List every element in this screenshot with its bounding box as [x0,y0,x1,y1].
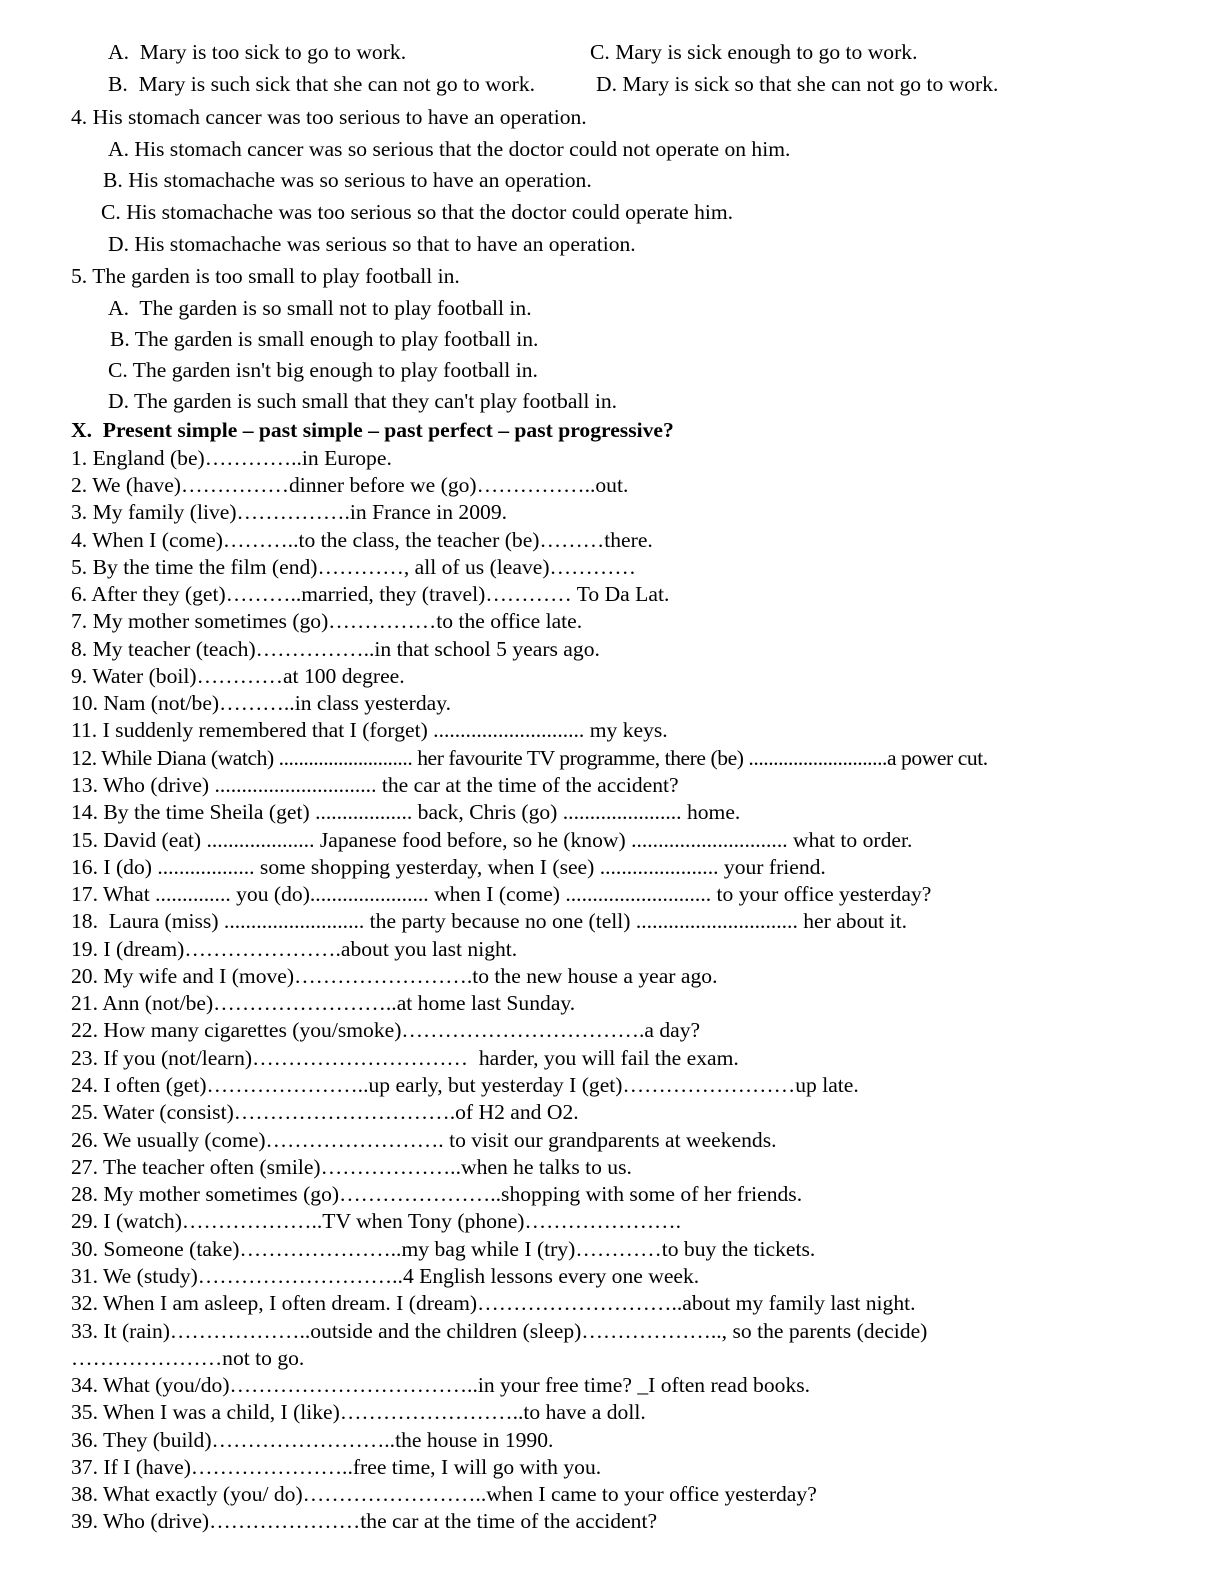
exercise-item: 21. Ann (not/be)……………………..at home last Sunday. [71,991,576,1015]
exercise-item: 39. Who (drive)…………………the car at the time of the accident? [71,1509,658,1533]
exercise-item: 19. I (dream)………………….about you last night. [71,937,518,961]
exercise-item: 6. After they (get)………..married, they (travel)………… To Da Lat. [71,582,670,606]
exercise-item: 33. It (rain)………………..outside and the children (sleep)……………….., so the parents (decide) [71,1319,928,1343]
question-5-option-a: A. The garden is so small not to play football in. [108,296,532,320]
exercise-item: 11. I suddenly remembered that I (forget) ............................ my keys. [71,718,668,742]
exercise-item: 37. If I (have)…………………..free time, I will go with you. [71,1455,602,1479]
question-4-option-c: C. His stomachache was too serious so that the doctor could operate him. [101,200,734,224]
exercise-item: 2. We (have)……………dinner before we (go)……………..out. [71,473,629,497]
exercise-item: 4. When I (come)………..to the class, the teacher (be)………there. [71,528,653,552]
exercise-item: 10. Nam (not/be)………..in class yesterday. [71,691,451,715]
exercise-item: 3. My family (live)…………….in France in 2009. [71,500,508,524]
exercise-item: 34. What (you/do)……………………………..in your free time? _I often read books. [71,1373,811,1397]
question-4-option-a: A. His stomach cancer was so serious that the doctor could not operate on him. [108,137,791,161]
exercise-item: 32. When I am asleep, I often dream. I (dream)………………………..about my family last night. [71,1291,916,1315]
exercise-item: 18. Laura (miss) .......................... the party because no one (tell) .............................. her about it. [71,909,907,933]
exercise-item: 7. My mother sometimes (go)……………to the office late. [71,609,583,633]
question-5-option-c: C. The garden isn't big enough to play football in. [108,358,538,382]
question-4-option-d: D. His stomachache was serious so that to have an operation. [108,232,636,256]
exercise-item: 29. I (watch)………………..TV when Tony (phone)…………………. [71,1209,682,1233]
exercise-item: 30. Someone (take)…………………..my bag while I (try)…………to buy the tickets. [71,1237,816,1261]
section-x-heading: X. Present simple – past simple – past perfect – past progressive? [71,418,674,442]
exercise-item: 8. My teacher (teach)……………..in that school 5 years ago. [71,637,600,661]
exercise-item: 22. How many cigarettes (you/smoke)…………………………….a day? [71,1018,701,1042]
question-4-option-b: B. His stomachache was so serious to have an operation. [103,168,592,192]
exercise-item: 27. The teacher often (smile)………………..when he talks to us. [71,1155,632,1179]
exercise-item: 26. We usually (come)……………………. to visit our grandparents at weekends. [71,1128,777,1152]
exercise-item: 13. Who (drive) .............................. the car at the time of the accident? [71,773,679,797]
exercise-item: 15. David (eat) .................... Japanese food before, so he (know) ............................. what to order. [71,828,913,852]
exercise-item: 17. What .............. you (do)...................... when I (come) ........................... to your office yesterday? [71,882,932,906]
exercise-item: 23. If you (not/learn)………………………… harder, you will fail the exam. [71,1046,739,1070]
exercise-item: 35. When I was a child, I (like)……………………..to have a doll. [71,1400,646,1424]
option-b-mary: B. Mary is such sick that she can not go to work. [108,72,536,96]
question-5-stem: 5. The garden is too small to play football in. [71,264,460,288]
question-5-option-d: D. The garden is such small that they can't play football in. [108,389,618,413]
exercise-item: 36. They (build)……………………..the house in 1990. [71,1428,554,1452]
exercise-item: 24. I often (get)…………………..up early, but yesterday I (get)……………………up late. [71,1073,859,1097]
exercise-item: 25. Water (consist)………………………….of H2 and O2. [71,1100,579,1124]
option-d-mary: D. Mary is sick so that she can not go to work. [596,72,999,96]
exercise-item: 1. England (be)…………..in Europe. [71,446,392,470]
exercise-item-continuation: …………………not to go. [71,1346,305,1370]
exercise-item: 14. By the time Sheila (get) .................. back, Chris (go) ...................... home. [71,800,741,824]
question-5-option-b: B. The garden is small enough to play football in. [110,327,539,351]
option-a-mary: A. Mary is too sick to go to work. [108,40,407,64]
exercise-item: 38. What exactly (you/ do)……………………..when I came to your office yesterday? [71,1482,817,1506]
exercise-item: 20. My wife and I (move)…………………….to the new house a year ago. [71,964,718,988]
exercise-item: 16. I (do) .................. some shopping yesterday, when I (see) ...................... your friend. [71,855,826,879]
question-4-stem: 4. His stomach cancer was too serious to have an operation. [71,105,587,129]
exercise-item: 5. By the time the film (end)…………, all of us (leave)………… [71,555,636,579]
option-c-mary: C. Mary is sick enough to go to work. [590,40,918,64]
exercise-item: 9. Water (boil)…………at 100 degree. [71,664,405,688]
exercise-item: 28. My mother sometimes (go)…………………..shopping with some of her friends. [71,1182,803,1206]
exercise-item: 31. We (study)………………………..4 English lessons every one week. [71,1264,700,1288]
exercise-item: 12. While Diana (watch) ........................... her favourite TV programme, there (be) ............................a power cut. [71,746,988,770]
